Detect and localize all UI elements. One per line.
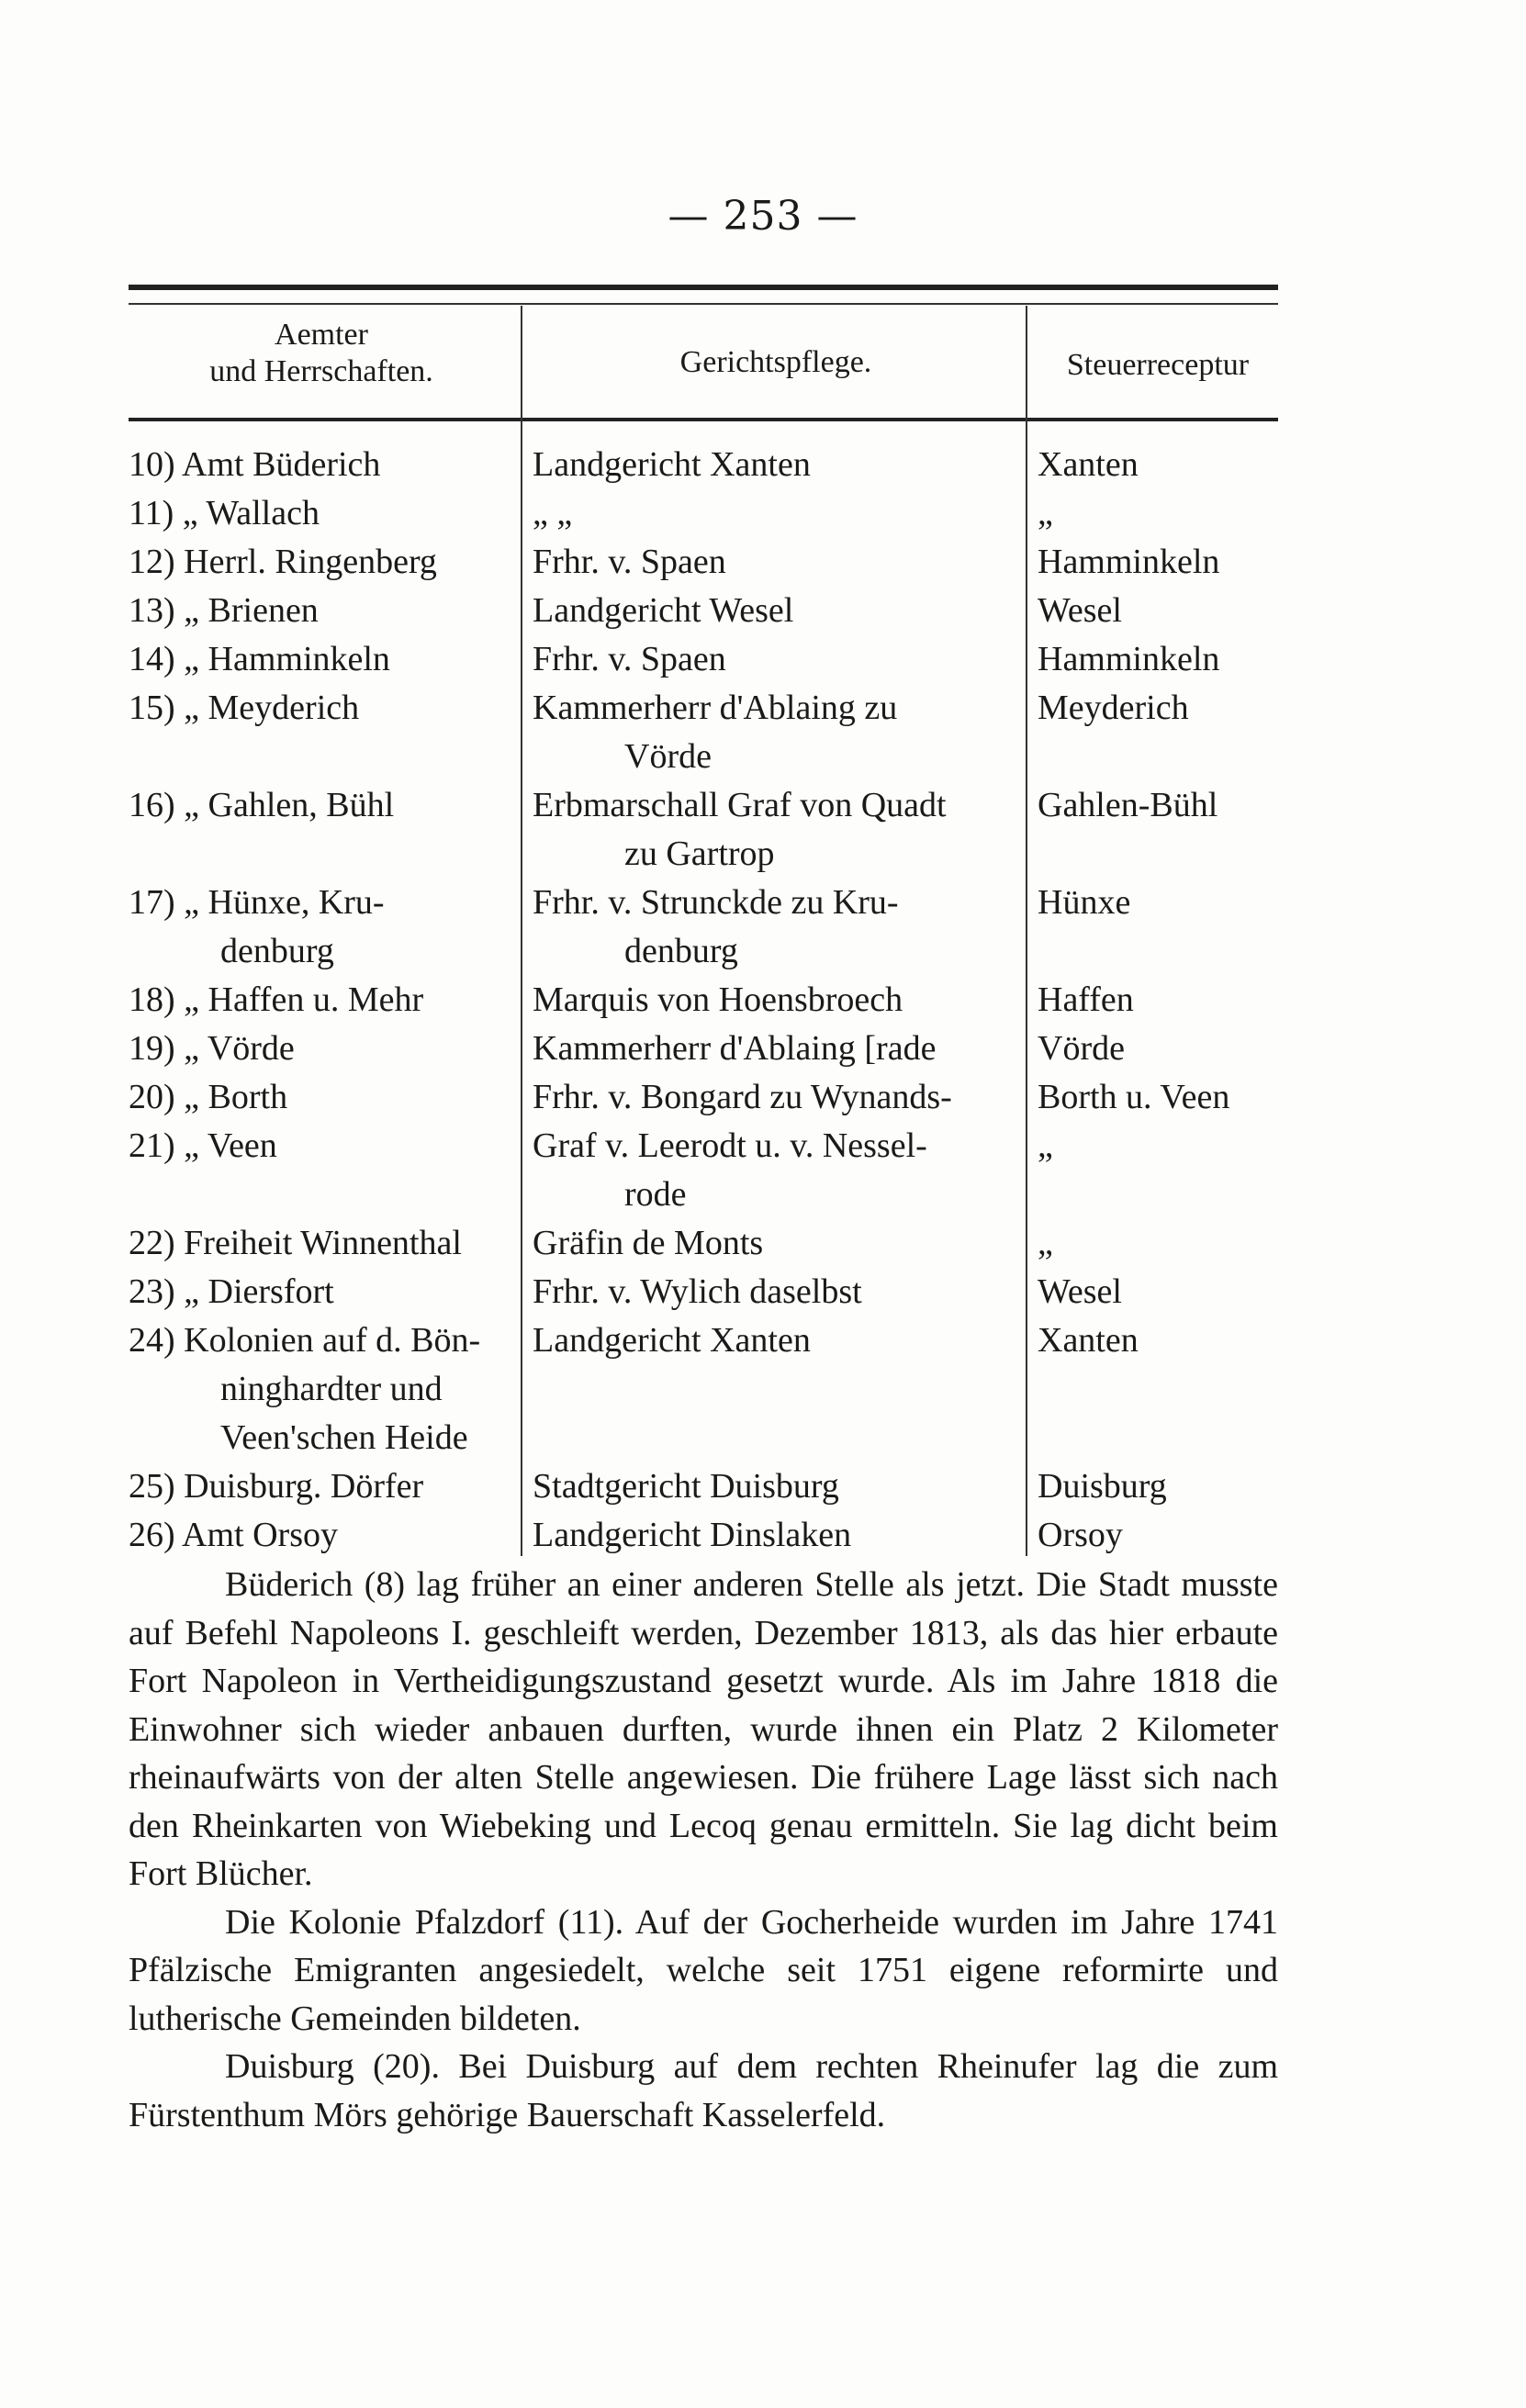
cell-gericht: rode [624, 1175, 687, 1214]
cell-steuer: „ [1038, 494, 1053, 532]
cell-steuer: Orsoy [1038, 1516, 1123, 1554]
cell-gericht: Kammerherr d'Ablaing [rade [533, 1029, 937, 1068]
cell-amt: 10) Amt Büderich [129, 445, 381, 484]
cell-amt: 24) Kolonien auf d. Bön- [129, 1321, 481, 1360]
header-rule [129, 418, 1278, 421]
cell-amt: Veen'schen Heide [220, 1418, 468, 1457]
cell-gericht: Gräfin de Monts [533, 1224, 764, 1262]
cell-steuer: Wesel [1038, 591, 1122, 630]
cell-gericht: Graf v. Leerodt u. v. Nessel- [533, 1126, 927, 1165]
cell-amt: denburg [220, 932, 334, 970]
top-rule-thick [129, 285, 1278, 290]
column-divider-2 [1026, 306, 1027, 1556]
cell-gericht: Landgericht Xanten [533, 1321, 811, 1360]
cell-gericht: Frhr. v. Wylich daselbst [533, 1272, 862, 1311]
cell-gericht: zu Gartrop [624, 834, 775, 873]
cell-amt: 14) „ Hamminkeln [129, 640, 390, 678]
cell-steuer: Xanten [1038, 445, 1139, 484]
cell-amt: 17) „ Hünxe, Kru- [129, 883, 385, 922]
cell-amt: ninghardter und [220, 1370, 443, 1408]
cell-amt: 12) Herrl. Ringenberg [129, 543, 437, 581]
page-number: — 253 — [668, 193, 858, 240]
cell-gericht: Landgericht Dinslaken [533, 1516, 852, 1554]
cell-amt: 21) „ Veen [129, 1126, 277, 1165]
cell-steuer: „ [1038, 1224, 1053, 1262]
cell-gericht: Erbmarschall Graf von Quadt [533, 786, 947, 824]
header-steuerreceptur: Steuerreceptur [1066, 348, 1250, 382]
column-divider-1 [521, 306, 522, 1556]
cell-steuer: Vörde [1038, 1029, 1125, 1068]
cell-steuer: Hünxe [1038, 883, 1131, 922]
cell-gericht: Stadtgericht Duisburg [533, 1467, 839, 1506]
cell-amt: 13) „ Brienen [129, 591, 319, 630]
cell-steuer: Haffen [1038, 980, 1134, 1019]
cell-gericht: Frhr. v. Strunckde zu Kru- [533, 883, 899, 922]
cell-gericht: Landgericht Wesel [533, 591, 794, 630]
cell-amt: 11) „ Wallach [129, 494, 320, 532]
cell-gericht: Landgericht Xanten [533, 445, 811, 484]
cell-gericht: „ „ [533, 494, 573, 532]
cell-steuer: Hamminkeln [1038, 640, 1220, 678]
cell-gericht: Frhr. v. Bongard zu Wynands- [533, 1078, 952, 1116]
cell-amt: 18) „ Haffen u. Mehr [129, 980, 424, 1019]
cell-steuer: Duisburg [1038, 1467, 1167, 1506]
cell-gericht: denburg [624, 932, 738, 970]
cell-amt: 19) „ Vörde [129, 1029, 295, 1068]
paragraph-buederich: Büderich (8) lag früher an einer anderen Stelle als jetzt. Die Stadt musste auf Befehl Napoleons I. geschleift werden, Dezember 1813, als das hier erbaute Fort Napoleon in Vertheidigungszustand gesetzt wurde. Als im Jahre 1818 die Einwohner sich wieder anbauen durften, wurde ihnen ein Platz 2 Kilometer rheinaufwärts von der alten Stelle angewiesen. Die frühere Lage lässt sich nach den Rheinkarten von Wiebeking und Lecoq genau ermitteln. Sie lag dicht beim Fort Blücher. [129, 1565, 1278, 1893]
cell-amt: 20) „ Borth [129, 1078, 288, 1116]
commentary-text [129, 1561, 1278, 2139]
cell-steuer: Borth u. Veen [1038, 1078, 1230, 1116]
paragraph-duisburg: Duisburg (20). Bei Duisburg auf dem rechten Rheinufer lag die zum Fürstenthum Mörs gehörige Bauerschaft Kasselerfeld. [129, 2047, 1278, 2134]
cell-amt: 25) Duisburg. Dörfer [129, 1467, 424, 1506]
cell-amt: 22) Freiheit Winnenthal [129, 1224, 462, 1262]
cell-amt: 16) „ Gahlen, Bühl [129, 786, 395, 824]
cell-amt: 26) Amt Orsoy [129, 1516, 338, 1554]
cell-steuer: Gahlen-Bühl [1038, 786, 1218, 824]
cell-amt: 15) „ Meyderich [129, 689, 360, 727]
top-rule-thin [129, 303, 1278, 305]
paragraph-pfalzdorf: Die Kolonie Pfalzdorf (11). Auf der Gocherheide wurden im Jahre 1741 Pfälzische Emigranten angesiedelt, welche seit 1751 eigene reformirte und lutherische Gemeinden bildeten. [129, 1902, 1278, 2038]
header-gerichtspflege: Gerichtspflege. [679, 345, 872, 379]
cell-steuer: „ [1038, 1126, 1053, 1165]
cell-gericht: Frhr. v. Spaen [533, 543, 726, 581]
header-aemter: Aemter und Herrschaften. [209, 318, 433, 388]
cell-steuer: Wesel [1038, 1272, 1122, 1311]
cell-gericht: Marquis von Hoensbroech [533, 980, 903, 1019]
cell-amt: 23) „ Diersfort [129, 1272, 334, 1311]
cell-gericht: Vörde [624, 737, 712, 776]
cell-steuer: Xanten [1038, 1321, 1139, 1360]
cell-gericht: Kammerherr d'Ablaing zu [533, 689, 898, 727]
cell-gericht: Frhr. v. Spaen [533, 640, 726, 678]
cell-steuer: Meyderich [1038, 689, 1189, 727]
cell-steuer: Hamminkeln [1038, 543, 1220, 581]
